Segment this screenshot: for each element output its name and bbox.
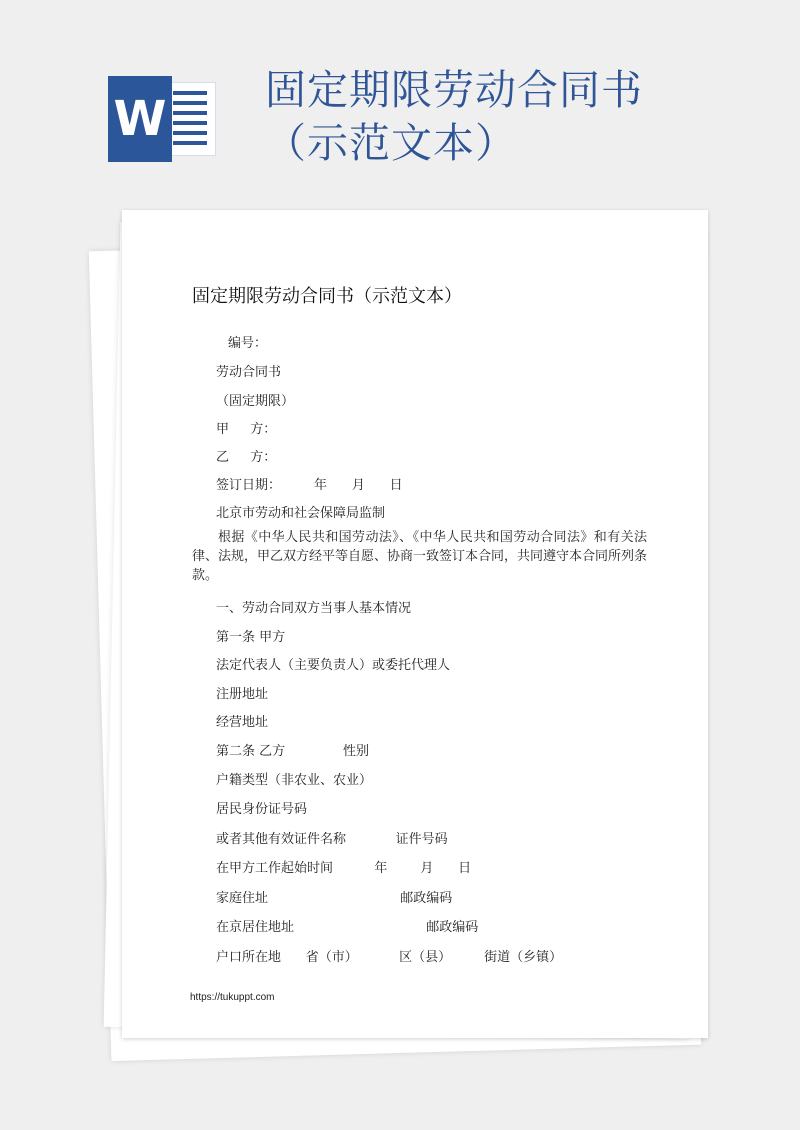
household-type-line: 户籍类型（非农业、农业） [216,773,373,788]
id-number-line: 居民身份证号码 [216,802,308,817]
party-b-line: 乙 方： [216,450,277,465]
home-address-line: 家庭住址 邮政编码 [216,891,453,906]
signing-date-line: 签订日期： 年 月 日 [216,478,403,493]
footer-link[interactable]: https://tukuppt.com [190,992,275,1003]
document-title: 固定期限劳动合同书（示范文本） [192,286,462,307]
legal-representative-line: 法定代表人（主要负责人）或委托代理人 [216,658,451,673]
contract-number-line: 编号： [228,336,268,351]
article-two-line: 第二条 乙方 性别 [216,744,369,759]
supervisor-line: 北京市劳动和社会保障局监制 [216,506,386,521]
other-id-line: 或者其他有效证件名称 证件号码 [216,832,448,847]
contract-heading-line: 劳动合同书 [216,365,282,380]
start-date-line: 在甲方工作起始时间 年 月 日 [216,861,472,876]
household-registration-line: 户口所在地 省（市） 区（县） 街道（乡镇） [216,950,563,965]
beijing-address-line: 在京居住地址 邮政编码 [216,920,479,935]
registered-address-line: 注册地址 [216,687,269,702]
party-a-line: 甲 方： [216,422,277,437]
page-title: 固定期限劳动合同书（示范文本） [265,66,643,168]
section-one-heading: 一、劳动合同双方当事人基本情况 [216,601,412,616]
preamble-paragraph: 根据《中华人民共和国劳动法》、《中华人民共和国劳动合同法》和有关法律、法规，甲乙双方经平等自愿、协商一致签订本合同，共同遵守本合同所列条款。 [192,530,648,583]
word-letter: W [108,76,172,162]
business-address-line: 经营地址 [216,715,269,730]
article-one-line: 第一条 甲方 [216,630,286,645]
word-logo-icon [108,76,214,162]
contract-type-line: （固定期限） [216,394,295,409]
document-page [122,210,708,1038]
